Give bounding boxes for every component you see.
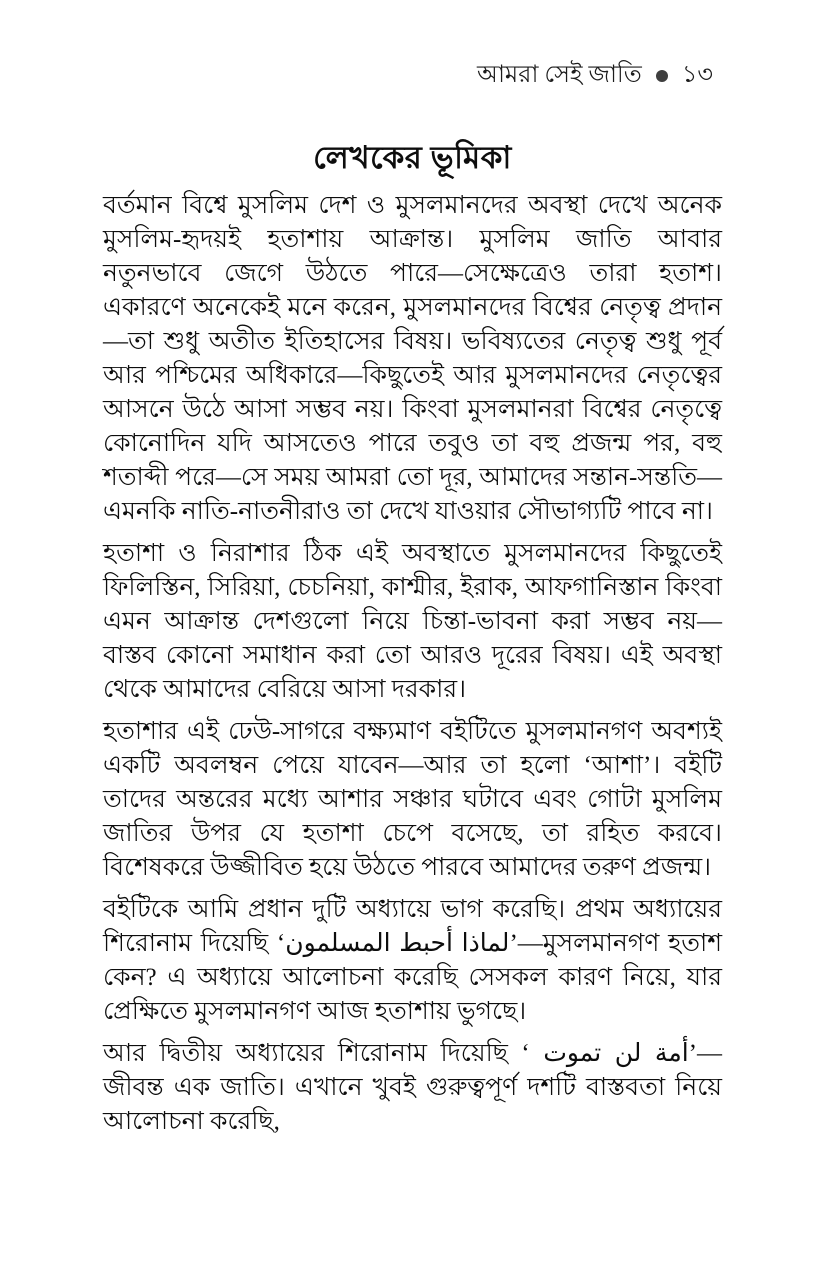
paragraph-1 [103, 189, 722, 529]
text-segment: আর দ্বিতীয় অধ্যায়ের শিরোনাম দিয়েছি ‘ [103, 1040, 544, 1067]
running-header-page-number: ১৩ [681, 62, 713, 88]
paragraph-5 [103, 1037, 722, 1139]
text-segment: ’—মুসলমানগণ হতাশ কেন? এ অধ্যায়ে আলোচনা করেছি সেসকল কারণ নিয়ে, যার প্রেক্ষিতে মুসলমানগণ আজ হতাশায় ভুগছে। [103, 930, 723, 1025]
separator-bullet-icon [656, 70, 668, 82]
paragraph-3 [103, 715, 722, 885]
arabic-phrase: أمة لن تموت [543, 1040, 689, 1067]
text-segment: বইটিকে আমি প্রধান দুটি অধ্যায়ে ভাগ করেছি। প্রথম অধ্যায়ের শিরোনাম দিয়েছি ‘ [103, 896, 722, 957]
text-segment: ’—জীবন্ত এক জাতি। এখানে খুবই গুরুত্বপূর্ণ দশটি বাস্তবতা নিয়ে আলোচনা করেছি, [103, 1040, 722, 1135]
chapter-title: লেখকের ভূমিকা [313, 140, 512, 175]
running-header-book-title: আমরা সেই জাতি [476, 62, 642, 88]
body-text [103, 189, 722, 1147]
text-segment: হতাশার এই ঢেউ-সাগরে বক্ষ্যমাণ বইটিতে মুসলমানগণ অবশ্যই একটি অবলম্বন পেয়ে যাবেন—আর তা হলো ‘আশা’। বইটি তাদের অন্তরের মধ্যে আশার সঞ্চার ঘটাবে এবং গোটা মুসলিম জাতির উপর যে হতাশা চেপে বসেছে, তা রহিত করবে। বিশেষকরে উজ্জীবিত হয়ে উঠতে পারবে আমাদের তরুণ প্রজন্ম। [103, 718, 722, 881]
text-segment: হতাশা ও নিরাশার ঠিক এই অবস্থাতে মুসলমানদের কিছুতেই ফিলিস্তিন, সিরিয়া, চেচনিয়া, কাশ্মীর, ইরাক, আফগানিস্তান কিংবা এমন আক্রান্ত দেশগুলো নিয়ে চিন্তা-ভাবনা করা সম্ভব নয়—বাস্তব কোনো সমাধান করা তো আরও দূরের বিষয়। এই অবস্থা থেকে আমাদের বেরিয়ে আসা দরকার। [103, 540, 722, 703]
paragraph-4 [103, 893, 722, 1029]
arabic-phrase: لماذا أحبط المسلمون [285, 930, 510, 957]
paragraph-2 [103, 537, 722, 707]
running-header [103, 56, 713, 96]
text-segment: বর্তমান বিশ্বে মুসলিম দেশ ও মুসলমানদের অবস্থা দেখে অনেক মুসলিম-হৃদয়ই হতাশায় আক্রান্ত। মুসলিম জাতি আবার নতুনভাবে জেগে উঠতে পারে—সেক্ষেত্রেও তারা হতাশ। একারণে অনেকেই মনে করেন, মুসলমানদের বিশ্বের নেতৃত্ব প্রদান—তা শুধু অতীত ইতিহাসের বিষয়। ভবিষ্যতের নেতৃত্ব শুধু পূর্ব আর পশ্চিমের অধিকারে—কিছুতেই আর মুসলমানদের নেতৃত্বের আসনে উঠে আসা সম্ভব নয়। কিংবা মুসলমানরা বিশ্বের নেতৃত্বে কোনোদিন যদি আসতেও পারে তবুও তা বহু প্রজন্ম পর, বহু শতাব্দী পরে—সে সময় আমরা তো দূর, আমাদের সন্তান-সন্ততি—এমনকি নাতি-নাতনীরাও তা দেখে যাওয়ার সৌভাগ্যটি পাবে না। [103, 192, 722, 525]
